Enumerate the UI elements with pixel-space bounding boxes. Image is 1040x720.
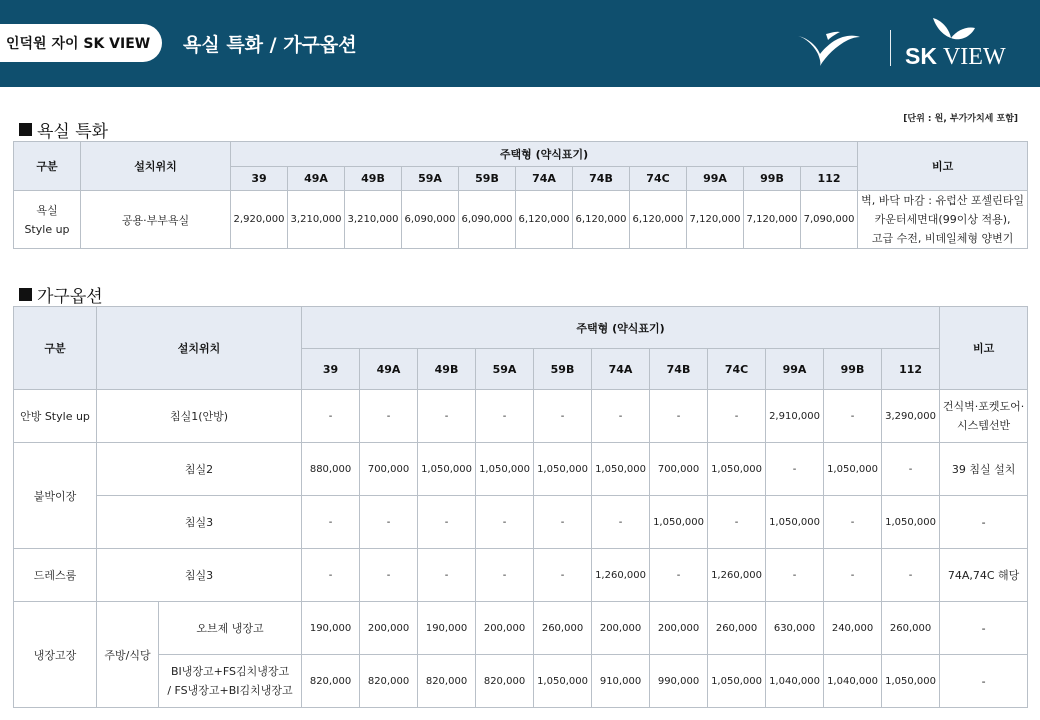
bath-header-type-group: 주택형 (약식표기) — [231, 142, 858, 167]
bath-type-header: 74A — [516, 167, 573, 191]
bath-note-line: 카운터세면대(99이상 적용), — [874, 213, 1011, 226]
furniture-price-cell: - — [708, 496, 766, 549]
furniture-type-header: 99A — [766, 349, 824, 390]
bath-type-header: 49A — [288, 167, 345, 191]
furniture-price-cell: - — [534, 496, 592, 549]
furniture-price-cell: - — [650, 549, 708, 602]
furniture-price-cell: 1,050,000 — [650, 496, 708, 549]
bath-type-header: 99B — [744, 167, 801, 191]
sk-brand-text: SK — [905, 43, 937, 69]
furniture-price-cell: 200,000 — [592, 602, 650, 655]
furniture-table — [13, 306, 1028, 708]
furniture-item-cell: 오브제 냉장고 — [159, 602, 302, 655]
furniture-price-cell: - — [824, 496, 882, 549]
furniture-note-cell: - — [940, 602, 1028, 655]
furniture-price-cell: 190,000 — [418, 602, 476, 655]
furniture-location-cell: 침실1(안방) — [97, 390, 302, 443]
furniture-price-cell: 1,050,000 — [824, 443, 882, 496]
furniture-price-cell: - — [534, 390, 592, 443]
page-title: 욕실 특화 / 가구옵션 — [183, 34, 357, 56]
sk-view-logo — [905, 16, 1023, 72]
furniture-price-cell: - — [882, 549, 940, 602]
furniture-price-cell: - — [418, 549, 476, 602]
furniture-type-header: 59A — [476, 349, 534, 390]
bath-price-cell: 3,210,000 — [288, 191, 345, 249]
furniture-location-cell: 침실3 — [97, 496, 302, 549]
furniture-price-cell: - — [534, 549, 592, 602]
furniture-price-cell: 1,050,000 — [708, 443, 766, 496]
furniture-note-cell — [940, 390, 1028, 443]
furniture-price-cell: 630,000 — [766, 602, 824, 655]
furniture-price-cell: - — [766, 443, 824, 496]
furniture-section-label: 가구옵션 — [37, 287, 103, 307]
furniture-category-cell: 냉장고장 — [14, 602, 97, 708]
bath-price-cell: 7,120,000 — [744, 191, 801, 249]
bath-type-header: 59A — [402, 167, 459, 191]
furniture-price-cell: - — [360, 549, 418, 602]
bath-price-cell: 6,120,000 — [573, 191, 630, 249]
furniture-price-cell: 1,040,000 — [766, 655, 824, 708]
bath-type-header: 99A — [687, 167, 744, 191]
furniture-price-cell: 1,050,000 — [882, 496, 940, 549]
bath-table — [13, 141, 1028, 249]
furniture-price-cell: 1,260,000 — [592, 549, 650, 602]
furniture-price-cell: - — [650, 390, 708, 443]
bath-price-cell: 3,210,000 — [345, 191, 402, 249]
furniture-price-cell: - — [592, 496, 650, 549]
view-brand-text: VIEW — [942, 44, 1006, 70]
furniture-header-type-group: 주택형 (약식표기) — [302, 307, 940, 349]
furniture-type-header: 49B — [418, 349, 476, 390]
furniture-price-cell: 700,000 — [360, 443, 418, 496]
furniture-price-cell: - — [592, 390, 650, 443]
furniture-item-line: / FS냉장고+BI김치냉장고 — [167, 684, 293, 697]
furniture-price-cell: 700,000 — [650, 443, 708, 496]
furniture-price-cell: - — [476, 549, 534, 602]
furniture-category-cell: 안방 Style up — [14, 390, 97, 443]
bath-price-cell: 6,120,000 — [516, 191, 573, 249]
furniture-price-cell: 2,910,000 — [766, 390, 824, 443]
bath-header-note: 비고 — [858, 142, 1028, 191]
furniture-price-cell: - — [418, 496, 476, 549]
furniture-price-cell: 190,000 — [302, 602, 360, 655]
furniture-location-cell: 침실2 — [97, 443, 302, 496]
furniture-price-cell: 820,000 — [302, 655, 360, 708]
furniture-price-cell: 3,290,000 — [882, 390, 940, 443]
furniture-price-cell: - — [360, 390, 418, 443]
furniture-note-cell: 39 침실 설치 — [940, 443, 1028, 496]
furniture-price-cell: 880,000 — [302, 443, 360, 496]
bath-type-header: 59B — [459, 167, 516, 191]
furniture-price-cell: 1,050,000 — [534, 655, 592, 708]
bath-type-header: 39 — [231, 167, 288, 191]
furniture-price-cell: 1,040,000 — [824, 655, 882, 708]
furniture-price-cell: 820,000 — [476, 655, 534, 708]
furniture-header-note: 비고 — [940, 307, 1028, 390]
furniture-type-header: 99B — [824, 349, 882, 390]
bath-price-cell: 6,090,000 — [459, 191, 516, 249]
furniture-note-line: 시스템선반 — [957, 419, 1011, 432]
furniture-price-cell: - — [418, 390, 476, 443]
furniture-price-cell: 200,000 — [650, 602, 708, 655]
furniture-price-cell: - — [824, 549, 882, 602]
bath-price-cell: 6,090,000 — [402, 191, 459, 249]
square-bullet-icon — [19, 288, 32, 301]
furniture-type-header: 59B — [534, 349, 592, 390]
furniture-price-cell: - — [824, 390, 882, 443]
furniture-price-cell: 200,000 — [476, 602, 534, 655]
bath-location-cell: 공용·부부욕실 — [81, 191, 231, 249]
furniture-price-cell: 1,050,000 — [476, 443, 534, 496]
furniture-price-cell: 1,050,000 — [882, 655, 940, 708]
furniture-price-cell: - — [708, 390, 766, 443]
furniture-price-cell: 1,050,000 — [534, 443, 592, 496]
bath-price-cell: 6,120,000 — [630, 191, 687, 249]
bath-header-location: 설치위치 — [81, 142, 231, 191]
furniture-note-line: 건식벽·포켓도어· — [942, 400, 1025, 413]
furniture-price-cell: 820,000 — [418, 655, 476, 708]
furniture-note-cell: - — [940, 496, 1028, 549]
bath-type-header: 49B — [345, 167, 402, 191]
bath-category-line: Style up — [24, 222, 70, 236]
furniture-type-header: 49A — [360, 349, 418, 390]
bath-note-line: 벽, 바닥 마감 : 유럽산 포셀린타일 — [861, 194, 1024, 207]
furniture-price-cell: - — [476, 390, 534, 443]
bath-header-category: 구분 — [14, 142, 81, 191]
furniture-price-cell: - — [360, 496, 418, 549]
furniture-price-cell: - — [882, 443, 940, 496]
furniture-note-cell: - — [940, 655, 1028, 708]
furniture-price-cell: 1,050,000 — [418, 443, 476, 496]
furniture-price-cell: - — [302, 390, 360, 443]
furniture-category-cell: 드레스룸 — [14, 549, 97, 602]
furniture-note-cell: 74A,74C 해당 — [940, 549, 1028, 602]
furniture-price-cell: 260,000 — [708, 602, 766, 655]
furniture-type-header: 74A — [592, 349, 650, 390]
furniture-price-cell: 1,050,000 — [708, 655, 766, 708]
bath-type-header: 74B — [573, 167, 630, 191]
furniture-price-cell: 1,050,000 — [766, 496, 824, 549]
furniture-category-cell: 붙박이장 — [14, 443, 97, 549]
furniture-price-cell: 200,000 — [360, 602, 418, 655]
bath-type-header: 112 — [801, 167, 858, 191]
bath-note-cell — [858, 191, 1028, 249]
furniture-type-header: 112 — [882, 349, 940, 390]
bath-note-line: 고급 수전, 비데일체형 양변기 — [871, 232, 1014, 245]
furniture-type-header: 39 — [302, 349, 360, 390]
furniture-header-location: 설치위치 — [97, 307, 302, 390]
furniture-price-cell: - — [302, 549, 360, 602]
furniture-section-title — [19, 282, 103, 307]
furniture-sublocation-cell: 주방/식당 — [97, 602, 159, 708]
unit-note: [단위 : 원, 부가가치세 포함] — [903, 114, 1018, 124]
furniture-location-cell: 침실3 — [97, 549, 302, 602]
furniture-price-cell: 240,000 — [824, 602, 882, 655]
furniture-price-cell: 910,000 — [592, 655, 650, 708]
furniture-item-cell — [159, 655, 302, 708]
furniture-price-cell: 990,000 — [650, 655, 708, 708]
bath-price-cell: 2,920,000 — [231, 191, 288, 249]
bath-section-label: 욕실 특화 — [37, 122, 109, 142]
furniture-price-cell: 1,260,000 — [708, 549, 766, 602]
furniture-header-category: 구분 — [14, 307, 97, 390]
furniture-price-cell: 820,000 — [360, 655, 418, 708]
square-bullet-icon — [19, 123, 32, 136]
header-bar — [0, 0, 1040, 87]
complex-name-badge: 인덕원 자이 SK VIEW — [0, 24, 162, 62]
bath-category-line: 욕실 — [36, 203, 58, 217]
furniture-price-cell: 1,050,000 — [592, 443, 650, 496]
bath-price-cell: 7,120,000 — [687, 191, 744, 249]
logo-divider — [890, 30, 891, 66]
furniture-price-cell: 260,000 — [882, 602, 940, 655]
furniture-price-cell: 260,000 — [534, 602, 592, 655]
furniture-price-cell: - — [766, 549, 824, 602]
furniture-price-cell: - — [476, 496, 534, 549]
bath-type-header: 74C — [630, 167, 687, 191]
bath-category-cell — [14, 191, 81, 249]
furniture-price-cell: - — [302, 496, 360, 549]
bath-section-title — [19, 117, 108, 142]
furniture-item-line: BI냉장고+FS김치냉장고 — [170, 665, 290, 678]
bath-price-cell: 7,090,000 — [801, 191, 858, 249]
furniture-type-header: 74C — [708, 349, 766, 390]
furniture-type-header: 74B — [650, 349, 708, 390]
xi-logo-icon — [796, 28, 862, 68]
